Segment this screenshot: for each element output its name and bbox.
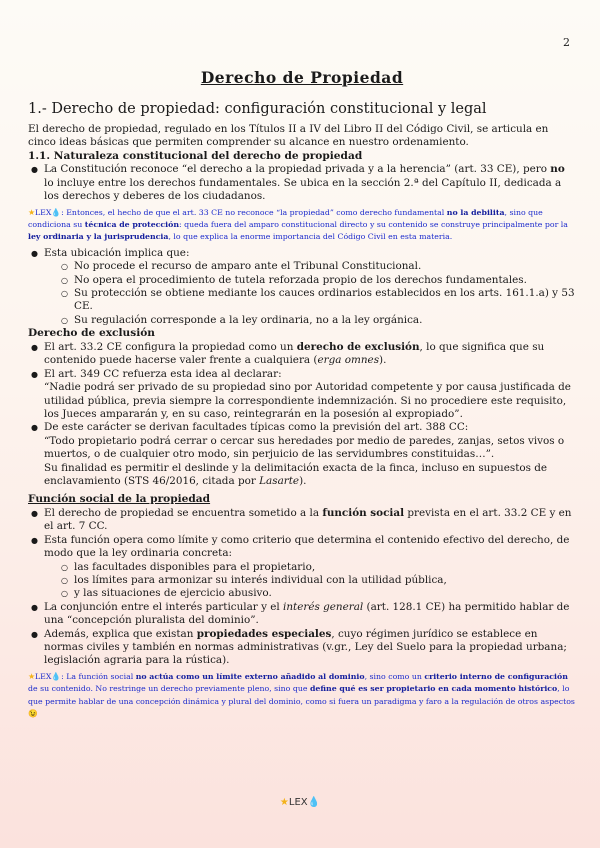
page-number: 2 [563,36,570,49]
section-title: 1.- Derecho de propiedad: configuración constitucional y legal [28,101,487,117]
list-item: ● Además, explica que existan propiedades especiales, cuyo régimen jurídico se establece en normas civiles y también en normas administrativas (v.gr., Ley del Suelo para la propiedad urbana; legislación agraria para la rústica). [28,628,576,668]
sub-list [44,260,576,327]
lex-note: ★LEX💧: Entonces, el hecho de que el art. 33 CE no reconoce “la propiedad” como derecho fundamental no la debilita, sino que condiciona su técnica de protección: queda fuera del amparo constitucional directo y su contenido se construye principalmente por la ley ordinaria y la jurisprudencia, lo que explica la enorme importancia del Código Civil en esta materia. [28,207,568,242]
document-title: Derecho de Propiedad [200,68,404,87]
sub-list-item: ○ Su regulación corresponde a la ley ordinaria, no a la ley orgánica. [44,314,576,327]
sub-list-item: ○ No procede el recurso de amparo ante el Tribunal Constitucional. [44,260,576,273]
list-item: ● La Constitución reconoce “el derecho a la propiedad privada y a la herencia” (art. 33 CE), pero no lo incluye entre los derechos fundamentales. Se ubica en la sección 2.ª del Capítulo II, dedicada a los derechos y deberes de los ciudadanos. [28,163,576,203]
bullet-list [28,163,576,203]
list-item: ● Esta ubicación implica que: ○ No procede el recurso de amparo ante el Tribunal Constitucional. ○ No opera el procedimiento de tutela reforzada propio de los derechos fundamentales. ○ Su protección se obtiene mediante los cauces ordinarios establecidos en los arts. 161.1.a) y 53 CE. ○ Su regulación corresponde a la ley ordinaria, no a la ley orgánica. [28,247,576,327]
list-item: ● El art. 349 CC refuerza esta idea al declarar: “Nadie podrá ser privado de su propiedad sino por Autoridad competente y por causa justificada de utilidad pública, previa siempre la correspondiente indemnización. Si no procediere este requisito, los Jueces ampararán y, en su caso, reintegrarán en la posesión al expropiado”. [28,368,576,422]
sub-list-item: ○ y las situaciones de ejercicio abusivo. [44,587,576,600]
list-item: ● Esta función opera como límite y como criterio que determina el contenido efectivo del derecho, de modo que la ley ordinaria concreta: ○ las facultades disponibles para el propietario, ○ los límites para armonizar su interés individual con la utilidad pública, ○ y las situaciones de ejercicio abusivo. [28,534,576,601]
sub-list-item: ○ las facultades disponibles para el propietario, [44,561,576,574]
list-item: ● El art. 33.2 CE configura la propiedad como un derecho de exclusión, lo que significa que su contenido puede hacerse valer frente a cualquiera (erga omnes). [28,341,576,368]
sub-list-item: ○ los límites para armonizar su interés individual con la utilidad pública, [44,574,576,587]
star-icon: ★ [28,671,35,681]
footer-label: LEX [288,797,308,808]
drop-icon: 💧 [51,207,62,217]
document-body [28,64,576,723]
sub-list [44,561,576,601]
sub-list-item: ○ Su protección se obtiene mediante los cauces ordinarios establecidos en los arts. 161.1.a) y 53 CE. [44,287,576,314]
list-item: ● El derecho de propiedad se encuentra sometido a la función social prevista en el art. 33.2 CE y en el art. 7 CC. [28,507,576,534]
page-footer [0,797,600,808]
bullet-list [28,341,576,488]
sub-list-item: ○ No opera el procedimiento de tutela reforzada propio de los derechos fundamentales. [44,274,576,287]
lex-note: ★LEX💧: La función social no actúa como un límite externo añadido al dominio, sino como un criterio interno de configuración de su contenido. No restringe un derecho previamente pleno, sino que define qué es ser propietario en cada momento histórico, lo que permite hablar de una concepción dinámica y plural del dominio, como si fuera un paradigma y faro a la regulación de otros aspectos 😉 [28,671,575,719]
subheading-naturaleza: 1.1. Naturaleza constitucional del derecho de propiedad [28,149,363,162]
list-item: ● La conjunción entre el interés particular y el interés general (art. 128.1 CE) ha permitido hablar de una “concepción pluralista del dominio”. [28,601,576,628]
list-item: ● De este carácter se derivan facultades típicas como la previsión del art. 388 CC: “Todo propietario podrá cerrar o cercar sus heredades por medio de paredes, zanjas, setos vivos o muertos, o de cualquier otro modo, sin perjuicio de las servidumbres constituidas…”. Su finalidad es permitir el deslinde y la delimitación exacta de la finca, incluso en supuestos de enclavamiento (STS 46/2016, citada por Lasarte). [28,421,576,488]
bullet-list [28,247,576,327]
subheading-exclusion: Derecho de exclusión [28,327,155,340]
drop-icon: 💧 [307,797,321,808]
wink-emoji-icon: 😉 [28,709,38,719]
drop-icon: 💧 [51,671,62,681]
subheading-funcion-social: Función social de la propiedad [28,493,211,506]
star-icon: ★ [279,797,289,808]
bullet-list [28,507,576,668]
intro-paragraph: El derecho de propiedad, regulado en los Títulos II a IV del Libro II del Código Civil, se articula en cinco ideas básicas que permiten comprender su alcance en nuestro ordenamiento. [28,123,549,149]
star-icon: ★ [28,207,35,217]
